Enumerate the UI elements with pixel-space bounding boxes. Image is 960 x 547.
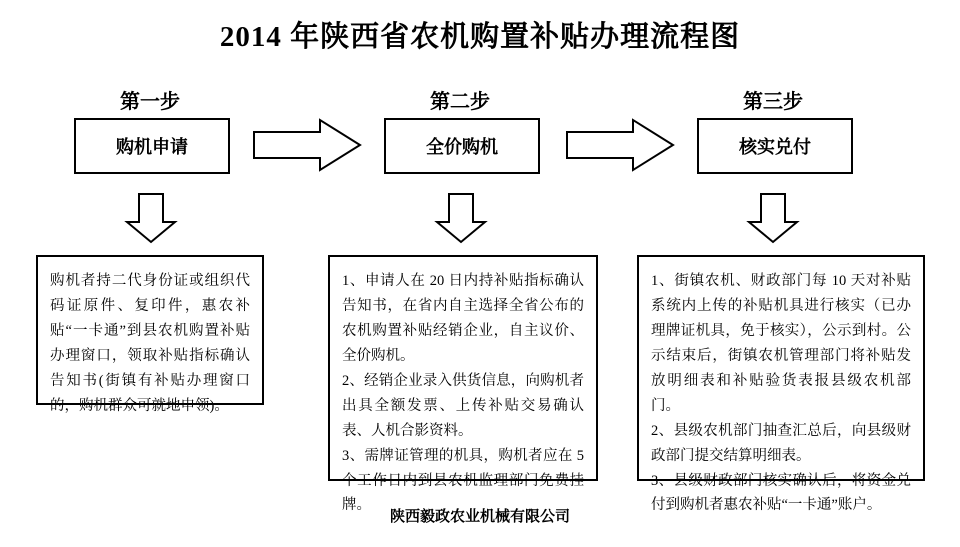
detail-line: 1、申请人在 20 日内持补贴指标确认告知书，在省内自主选择全省公布的农机购置补贴经销企业，自主议价、全价购机。 <box>342 273 584 364</box>
arrow-down-icon-3 <box>746 192 800 244</box>
footer-company-name: 陕西毅政农业机械有限公司 <box>389 509 570 525</box>
arrow-down-icon-1 <box>124 192 178 244</box>
detail-box-step3 <box>637 255 925 514</box>
arrow-right-icon-1 <box>252 118 362 172</box>
detail-box-step2 <box>328 255 598 514</box>
step-label-3: 第三步 <box>743 91 803 113</box>
detail-line: 2、经销企业录入供货信息，向购机者出具全额发票、上传补贴交易确认表、人机合影资料。 <box>342 372 584 439</box>
detail-line: 2、县级农机部门抽查汇总后，向县级财政部门提交结算明细表。 <box>651 422 911 464</box>
stage-box-verify-pay: 核实兑付 <box>697 118 853 174</box>
step-label-1: 第一步 <box>120 91 180 113</box>
detail-line: 3、县级财政部门核实确认后，将资金兑付到购机者惠农补贴“一卡通”账户。 <box>651 472 911 514</box>
detail-box-step1 <box>36 255 264 414</box>
stage-box-apply: 购机申请 <box>74 118 230 174</box>
stage-box-purchase: 全价购机 <box>384 118 540 174</box>
detail-line: 3、需牌证管理的机具，购机者应在 5 个工作日内到县农机监理部门免费挂牌。 <box>342 447 584 514</box>
page-title: 2014 年陕西省农机购置补贴办理流程图 <box>219 21 741 53</box>
arrow-down-icon-2 <box>434 192 488 244</box>
detail-line: 1、街镇农机、财政部门每 10 天对补贴系统内上传的补贴机具进行核实（已办理牌证机具，免于核实），公示到村。公示结束后，街镇农机管理部门将补贴发放明细表和补贴验货表报县级农机部门。 <box>651 273 911 414</box>
detail-line: 购机者持二代身份证或组织代码证原件、复印件，惠农补贴“一卡通”到县农机购置补贴办理窗口，领取补贴指标确认告知书(街镇有补贴办理窗口的，购机群众可就地申领)。 <box>50 273 250 414</box>
step-label-2: 第二步 <box>430 91 490 113</box>
arrow-right-icon-2 <box>565 118 675 172</box>
